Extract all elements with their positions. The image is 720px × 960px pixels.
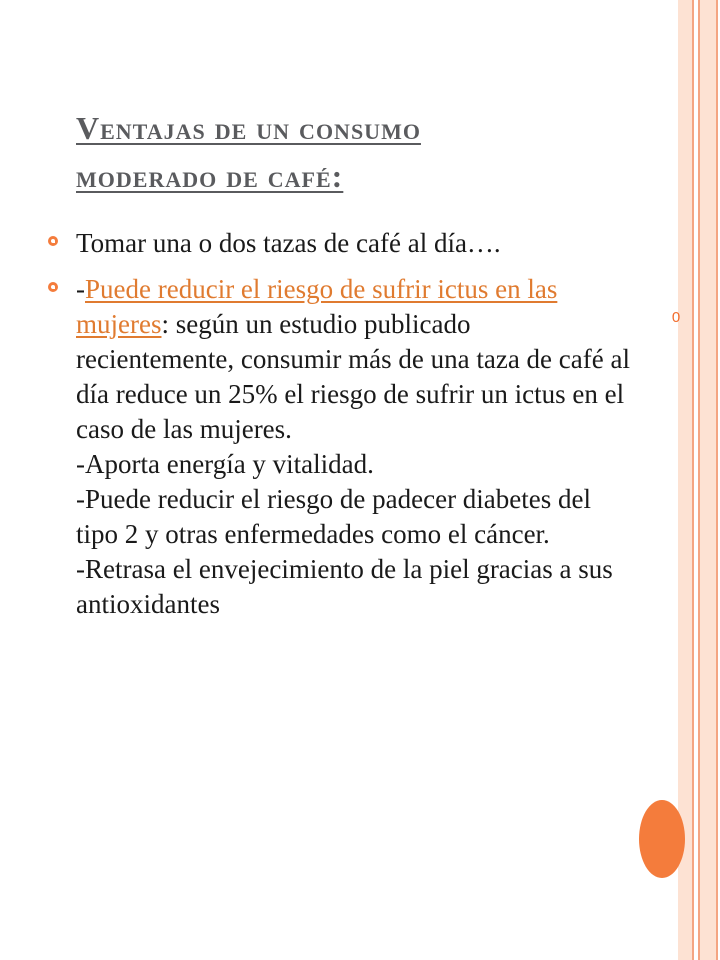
bullet-text: -Retrasa el envejecimiento de la piel gracias a sus antioxidantes [76, 554, 613, 619]
bullet-text: Tomar una o dos tazas de café al día…. [76, 228, 501, 258]
decorative-line [698, 0, 700, 960]
decorative-line [692, 0, 694, 960]
bullet-list [44, 226, 634, 622]
decorative-stripe [700, 0, 716, 960]
title-line: Ventajas de un consumo [76, 110, 421, 146]
slide-title [76, 104, 636, 200]
bullet-text: : según un estudio publicado recientemente, consumir más de una taza de café al día reduce un 25% el riesgo de sufrir un ictus en el caso de las mujeres. [76, 309, 630, 444]
decorative-line [716, 0, 718, 960]
bullet-text: -Puede reducir el riesgo de padecer diabetes del tipo 2 y otras enfermedades como el cáncer. [76, 484, 592, 549]
decorative-oval [639, 800, 685, 878]
title-line: moderado de café: [76, 158, 344, 194]
bullet-text: -Aporta energía y vitalidad. [76, 449, 374, 479]
bullet-icon [48, 236, 58, 246]
bullet-icon [48, 282, 58, 292]
ictus-link[interactable]: Puede reducir el riesgo de sufrir ictus en las mujeres [76, 274, 558, 339]
slide-number: 0 [671, 309, 681, 326]
bullet-item [44, 272, 634, 622]
bullet-item [44, 226, 634, 261]
bullet-prefix: - [76, 274, 85, 304]
